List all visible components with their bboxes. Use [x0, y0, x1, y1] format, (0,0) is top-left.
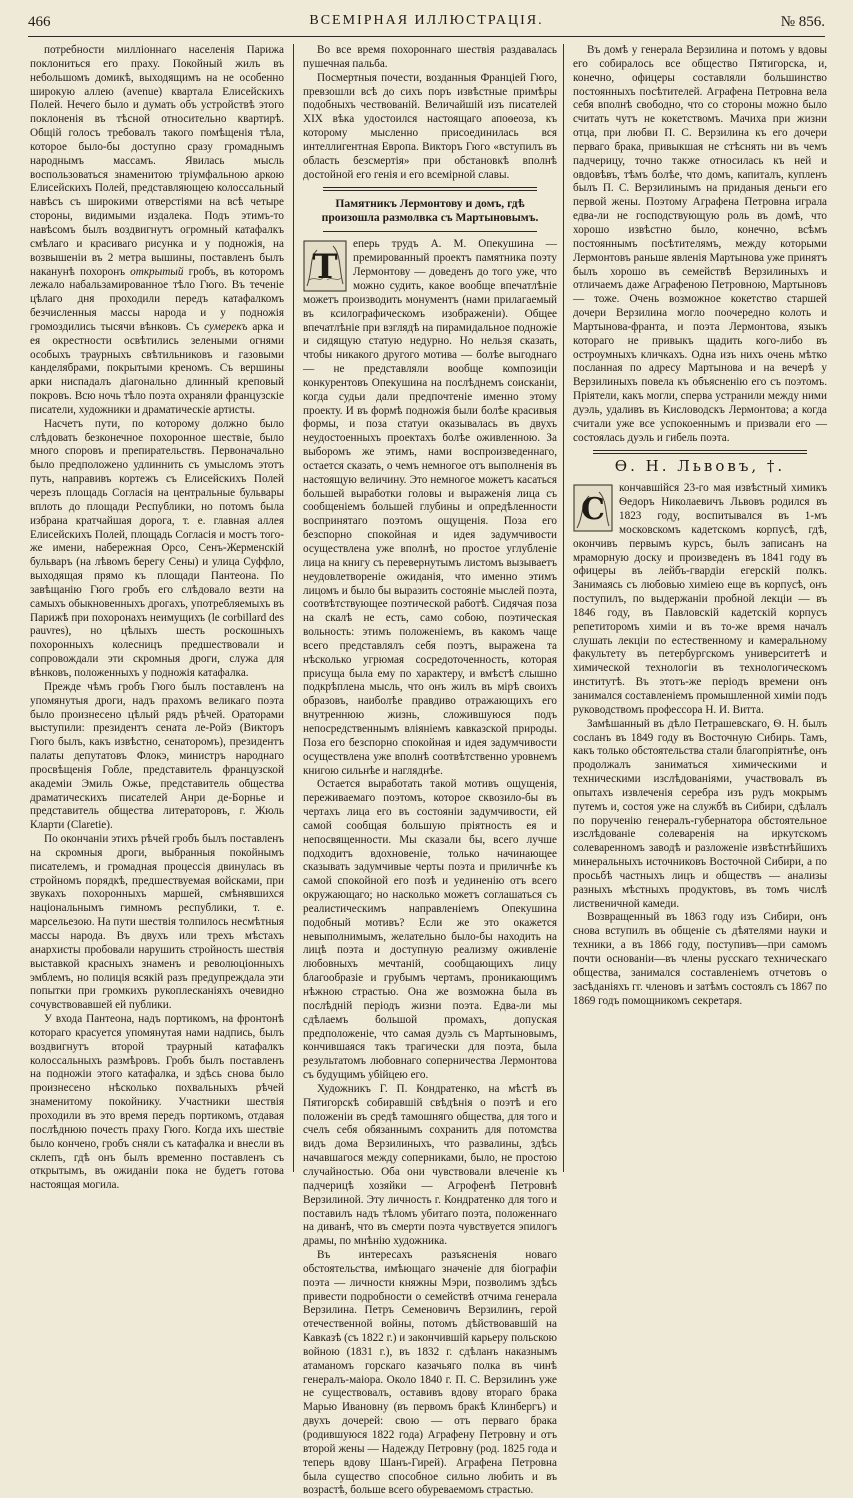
ornamental-dropcap — [573, 484, 613, 532]
column-divider — [293, 44, 294, 1172]
lermontov-paragraph: Въ интересахъ разъясненія новаго обстоятельства, имѣющаго значеніе для біографіи поэта — личности княжны Мэри, позволимъ здѣсь привести подробности о семействѣ отчима генерала Верзилина. Петръ Семеновичъ Верзилинъ, герой отечественной войны, потомъ дѣйствовавшій на Кавказѣ (съ 1822 г.) и закончившій карьеру польскою войною (1831 г.), въ 1832 г. сдѣланъ наказнымъ атаманомъ горскаго казачьяго полка въ чинѣ генералъ-маіора. Около 1840 г. П. С. Верзилинъ уже не существовалъ, оставивъ вдову втораго брака Марью Ивановну (въ первомъ бракѣ Клинбергъ) и двухъ дочерей: свою — отъ перваго брака (родившуюся 1822 года) Аграфену Петровну и отъ второй жены — Надежду Петровну (род. 1825 года и теперь вдову Шанъ-Гирей). Аграфена Петровна была существо способное сильно любить и въ возрастѣ, больше всего обуреваемомъ страстью. — [303, 1249, 557, 1497]
funeral-paragraph: По окончаніи этихъ рѣчей гробъ былъ поставленъ на скромныя дроги, выбранныя покойнымъ писателемъ, и громадная процессія двинулась въ стройномъ порядкѣ, предшествуемая войсками, при звукахъ похоронныхъ маршей, смѣнявшихся національнымъ гимномъ республики, т. е. марсельезою. На пути шествія толпилось несмѣтныя массы народа. Въ двухъ или трехъ мѣстахъ анархисты пробовали нарушить стройность шествія выставкой красныхъ знаменъ и революціонныхъ эмблемъ, но полиція всякій разъ предупреждала эти попытки при громкихъ рукоплесканіяхъ очевидно сочувствовавшей ей публики. — [30, 833, 284, 1012]
header-rule — [28, 36, 825, 37]
publication-title: ВСЕМІРНАЯ ИЛЛЮСТРАЦІЯ. — [309, 13, 544, 28]
funeral-paragraph: Прежде чѣмъ гробъ Гюго былъ поставленъ на упомянутыя дроги, надъ прахомъ великаго поэта было произнесено цѣлый рядъ рѣчей. Ораторами выступили: президентъ сената ле-Ройэ (Викторъ Гюго былъ, какъ извѣстно, сенаторомъ), президентъ палаты депутатовъ Флокэ, министръ народнаго просвѣщенія Гобле, представитель французской академіи Эмиль Ожье, представитель общества драматическихъ писателей Анри де-Борнье и представитель общества литераторовъ, г. Жюль Кларти (Claretie). — [30, 680, 284, 832]
funeral-paragraph: Во все время похороннаго шествія раздавалась пушечная пальба. — [303, 44, 557, 70]
obituary-paragraph: С кончавшійся 23-го мая извѣстный химикъ Ѳедоръ Николаевичъ Львовъ родился въ 1823 году, воспитывался въ 1-мъ московскомъ кадетскомъ корпусѣ, гдѣ, окончивъ первымъ курсъ, былъ записанъ на мраморную доску и произведенъ въ 1841 году въ офицеры въ лейбъ-гвардіи егерскій полкъ. Занимаясь съ любовью химіею еще въ корпусѣ, онъ поступилъ, по выдержаніи пробной лекціи — въ 1846 году, въ Павловскій кадетскій корпусъ репетиторомъ химіи и въ то-же время началъ слушать лекціи по естественному и камеральному факультету въ петербургскомъ университетѣ и химической технологіи въ технологическомъ институтѣ. Въ этотъ-же періодъ времени онъ занимался составленіемъ промышленной химіи подъ руководствомъ профессора Н. И. Витта. — [573, 482, 827, 716]
svg-text:Т: Т — [312, 247, 338, 288]
page-header — [28, 8, 825, 34]
lermontov-paragraph: Остается выработать такой мотивъ ощущенія, переживаемаго поэтомъ, которое сквозило-бы въ чертахъ лица его въ состояніи задумчивости, ей самой сообщая большую пріятность ея и непосвященности. Мы сказали бы, всего лучше подходитъ вдохновеніе, только начинающее сказывать задумчивые черты поэта и приличнѣе къ самой спокойной его позѣ и уединенію отъ всего окружающаго; но насколько можетъ соглашаться съ реалистическимъ направленіемъ Опекушина подобный мотивъ? Если же это окажется невыполнимымъ, желательно было-бы находить на лицѣ поэта и доступную реализму оживленіе любовныхъ мечтаній, сообщающихъ лицу благообразіе и грубымъ чертамъ, проникающимъ нѣжною страстью. Она же возможна была въ послѣдній періодъ жизни поэта. Едва-ли мы сдѣлаемъ большой промахъ, допуская предположеніе, что самая дуэль съ Мартыновымъ, кончившаяся такъ трагически для поэта, была результатомъ любовнаго соперничества Лермонтова съ будущимъ убійцею его. — [303, 778, 557, 1082]
obituary-heading: Ѳ. Н. Львовъ, †. — [614, 457, 786, 476]
ornamental-dropcap — [303, 240, 347, 292]
lermontov-paragraph: Т еперь трудъ А. М. Опекушина — премированный проектъ памятника поэту Лермонтову — доведенъ до того уже, что можно судить, какое вообще впечатлѣніе можетъ производить монументъ (нами прилагаемый въ ксилографическомъ изображеніи). Общее впечатлѣніе при взглядѣ на пирамидальное подножіе и сидящую статую недурно. Но нельзя сказать, чтобы никакого другого мотива — болѣе выгоднаго — не представляли вообще композиціи конкурентовъ Опекушина на послѣднемъ соисканіи, когда судьи дали предпочтеніе именно этому проекту. И въ формѣ подножія были болѣе красивыя формы, и поза статуи оказывалась въ двухъ неудостоенныхъ проектахъ болѣе оживленною. За выборомъ же этимъ, нами воспроизведеннаго, остается сказать, о чемъ немногое отъ выполненія въ настоящую величину. Это немногое можетъ касаться большей выработки головы и выраженія лица съ сообщеніемъ большей глубины и опредѣленности воспринятаго поэтомъ ощущенія. Поза его безспорно спокойная и идея задумчивости осуществлена уже вполнѣ, но простое углубленіе лица на книгу съ перевернутымъ листомъ вызываетъ неудовлетвореніе ожиданія, что именно этимъ лицомъ и было бы выразить состояніе мыслей поэта, соотвѣтствующее поэтической работѣ. Сидячая поза на скалѣ не есть, само собою, поэтическая вольность: этимъ положеніемъ, въ какомъ чаще всего представлялъ себя поэтъ, выражена та нѣсколько угрюмая сосредоточенность, которая присуща была ему по характеру, и вмѣстѣ слышно подкрѣплена мысль, что онъ жилъ въ мірѣ своихъ образовъ, наиболѣе правдиво отражающихъ его внутреннюю жизнь, сложившуюся подъ непосредственнымъ вліяніемъ кавказской природы. Поза его безспорно спокойная и идея задумчивости осуществлена уже вполнѣ соотвѣтственно уровнемъ книгою сильнѣе и нагляднѣе. — [303, 238, 557, 777]
column-2 — [303, 44, 557, 1497]
lermontov-paragraph: Художникъ Г. П. Кондратенко, на мѣстѣ въ Пятигорскѣ собиравшій свѣдѣнія о поэтѣ и его положеніи въ средѣ тамошняго общества, для того и счелъ себя обязаннымъ сохранить для потомства видъ дома Верзилиныхъ, что развалины, здѣсь начавшагося между соперниками, было, не простою случайностью. Оба они чувствовали влеченіе къ падчерицѣ хозяйки — Агрофенѣ Петровнѣ Верзилиной. Эту личность г. Кондратенко для того и поставилъ надъ тѣломъ убитаго поэта, положеннаго на диванѣ, что въ смерти поэта чувствуется эпилогъ драмы, по мнѣнію художника. — [303, 1082, 557, 1248]
funeral-paragraph: У входа Пантеона, надъ портикомъ, на фронтонѣ котораго красуется упомянутая нами надпись, былъ воздвигнутъ второй траурный катафалкъ колоссальныхъ размѣровъ. Гробъ былъ поставленъ на подножіи этого катафалка, и здѣсь снова было произнесено нѣсколько похвальныхъ рѣчей знаменитому покойнику. Участники шествія проходили въ это время передъ портикомъ, отдавая послѣднюю почесть праху Гюго. Когда ихъ шествіе было кончено, гробъ сняли съ катафалка и внесли въ склепъ, гдѣ онъ былъ временно поставленъ съ открытымъ, въ ожиданіи пока не будетъ готова настоящая могила. — [30, 1013, 284, 1192]
funeral-paragraph: Насчетъ пути, по которому должно было слѣдовать безконечное похоронное шествіе, было много споровъ и препирательствъ. Первоначально было предположено удлиннить съ умысломъ этотъ путь, направивъ кортежъ съ Елисейскихъ Полей черезъ площадь Согласія на центральные бульвары вплоть до площади Республики, но потомъ была избрана кратчайшая дорога, т. е. главная аллея Елисейскихъ Полей, площадь Согласія и мостъ того-же имени, набережная Орсо, Сенъ-Жерменскій бульваръ (на лѣвомъ берегу Сены) и улица Суффло, выходящая прямо къ площади Пантеона. По завѣщанію Гюго гробъ его слѣдовало везти на самыхъ обыкновенныхъ дрогахъ, употребляемыхъ въ Парижѣ при похоронахъ неимущихъ (le corbillard des pauvres), но цѣлыхъ шесть роскошныхъ похоронныхъ колесницъ предшествовали и сопровождали эти скромныя дроги, служа для вѣнковъ, положенныхъ у подножія катафалка. — [30, 417, 284, 679]
column-3 — [573, 44, 827, 1172]
column-1 — [30, 44, 284, 1192]
column-divider — [563, 44, 564, 1172]
funeral-paragraph: потребности милліоннаго населенія Парижа поклониться его праху. Покойный жилъ въ небольшомъ домикѣ, выходящимъ на не особенно широкую аллею (avenue) квартала Елисейскихъ Полей. Нечего было и думать объ устройствѣ этого поклоненія въ тѣсной относительно квартирѣ. Общій голосъ требовалъ такого помѣщенія тѣла, которое было-бы доступно сразу громаднымъ народнымъ массамъ. Явилась мысль воспользоваться знаменитою тріумфальною аркою Елисейскихъ Полей, представляющею колоссальный навѣсъ съ широкими отверстіями на всѣ четыре стороны, видимыми издалека. Подъ этимъ-то навѣсомъ былъ воздвигнутъ огромный катафалкъ смѣлаго и красиваго рисунка и у подножія, на возвышеніи въ 2 метра вышины, поставленъ былъ наканунѣ похоронъ открытый гробъ, въ которомъ лежало набальзамированное тѣло Гюго. Въ теченіе цѣлаго дня проходили передъ катафалкомъ безчисленныя массы народа и у подножія громоздились тысячи вѣнковъ. Съ сумерекъ арка и ея окрестности освѣтились зелеными огнями особыхъ траурныхъ свѣтильниковъ и газовыми канделябрами, покрытыми креномъ. Съ вершины арки ниспадалъ діагонально длинный креповый покровъ. Всю ночь тѣло поэта охраняли французскіе писатели, художники и драматическіе артисты. — [30, 44, 284, 416]
lermontov-article-heading: Памятникъ Лермонтову и домъ, гдѣ произошла размолвка съ Мартыновымъ. — [321, 197, 539, 225]
issue-number: № 856. — [780, 14, 825, 30]
obituary-paragraph: Замѣшанный въ дѣло Петрашевскаго, Ѳ. Н. былъ сосланъ въ 1849 году въ Восточную Сибирь. Тамъ, какъ только обстоятельства стали благопріятнѣе, онъ продолжалъ заниматься химическими и техническими изслѣдованіями, участвовалъ въ опытахъ извлеченія серебра изъ рудъ мокрымъ путемъ и, состоя уже на службѣ въ Сибири, сдѣлалъ по порученію генералъ-губернатора обстоятельное изслѣдованіе солеваренія на иркутскомъ солеваренномъ заводѣ и разложеніе извѣстнѣйшихъ минеральныхъ источниковъ Восточной Сибири, а по просьбѣ частныхъ лицъ и обществъ — анализы разныхъ мѣстныхъ продуктовъ, въ томъ числѣ лиственичной камеди. — [573, 717, 827, 910]
obituary-paragraph: Возвращенный въ 1863 году изъ Сибири, онъ снова вступилъ въ общеніе съ дѣятелями науки и техники, а въ 1866 году, поступивъ—при самомъ почти основаніи—въ члены русскаго техническаго общества, занимался составленіемъ отчетовъ о засѣданіяхъ гг. членовъ и затѣмъ состоялъ съ 1867 по 1869 годъ помощникомъ секретаря. — [573, 911, 827, 1007]
heading-rule — [323, 231, 537, 232]
page-number: 466 — [28, 14, 51, 30]
article-separator — [593, 450, 807, 454]
svg-text:С: С — [581, 492, 605, 528]
article-separator — [323, 187, 537, 191]
funeral-paragraph: Посмертныя почести, возданныя Франціей Гюго, превзошли всѣ до сихъ поръ извѣстные примѣры подобныхъ чествованій. Величайшій изъ писателей XIX вѣка удостоился настоящаго апоѳеоза, къ которому мысленно присоединилась вся интеллигентная Европа. Викторъ Гюго «вступилъ въ область безсмертія» при обстановкѣ вполнѣ достойной его генія и его всемірной славы. — [303, 71, 557, 181]
lermontov-paragraph: Въ домѣ у генерала Верзилина и потомъ у вдовы его собиралось все общество Пятигорска, и, конечно, офицеры составляли большинство постоянныхъ посѣтителей. Аграфена Петровна вела себя вполнѣ свободно, что со стороны можно было считать чутъ не кокетствомъ. Мачиха при жизни отца, при любви П. С. Верзилина къ его дочери перваго брака, привыкшая не стѣснять ни въ чемъ падчерицу, точно также относилась къ ней и овдовѣвъ, тѣмъ болѣе, что домъ, капиталъ, купленъ былъ П. С. Верзилинымъ на приданыя деньги его первой жены. Поэтому Аграфена Петровна играла едва-ли не господствующую роль въ домѣ, что хорошо извѣстно было, конечно, всѣмъ постояннымъ посѣтителямъ, между которыми Лермонтовъ раньше явленія Мартынова уже принятъ былъ хорошо въ семействѣ Верзилиныхъ и отличаемъ даже Аграфеною Петровною, Мартыновъ — тоже. Очень возможное кокетство старшей дочери Верзилина могло поочередно колоть и Мартынова-франта, и поэта Лермонтова, языкъ котораго не привыкъ щадить кого-либо въ остроумныхъ кличкахъ. Одна изъ нихъ очень мѣтко посланная по адресу Мартынова и на вечерѣ у Верзилиныхъ повела къ объясненію его съ поэтомъ. Пріятели, какъ могли, сперва устранили между ними дуэль, удаливъ въ Кисловодскъ Лермонтова; а когда считали уже все успокоеннымъ и призвали его — состоялась дуэль и гибель поэта. — [573, 44, 827, 444]
